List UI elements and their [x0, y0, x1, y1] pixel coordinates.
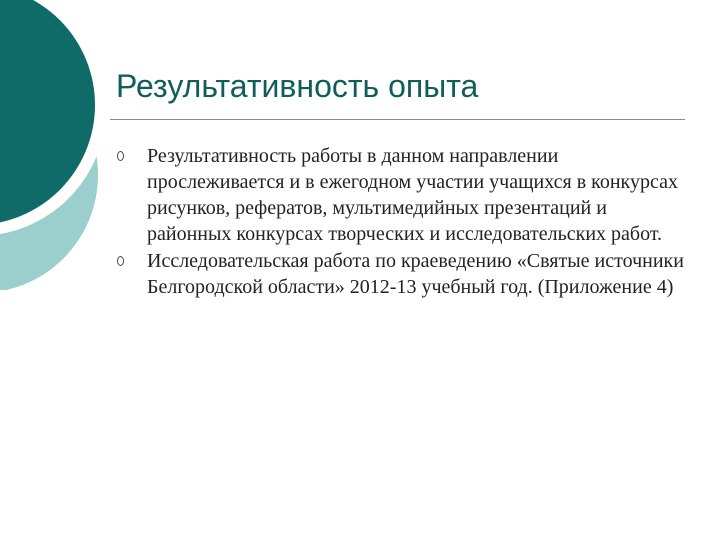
decorative-circles: [0, 0, 110, 290]
bullet-text: Исследовательская работа по краеведению «Святые источники Белгородской области» 2012-13 учебный год. (Приложение 4): [147, 250, 684, 298]
title-divider: [110, 119, 685, 120]
bullet-circle-icon: [117, 151, 124, 161]
bullet-text: Результативность работы в данном направлении прослеживается и в ежегодном участии учащихся в конкурсах рисунков, рефератов, мультимедийных презентаций и районных конкурсах творческих и исследовательских работ.: [147, 145, 678, 245]
bullet-item: [117, 248, 692, 300]
bullet-circle-icon: [117, 256, 124, 266]
bullet-item: [117, 143, 692, 247]
bullet-list: [117, 143, 692, 301]
slide-title: Результативность опыта: [116, 68, 479, 104]
